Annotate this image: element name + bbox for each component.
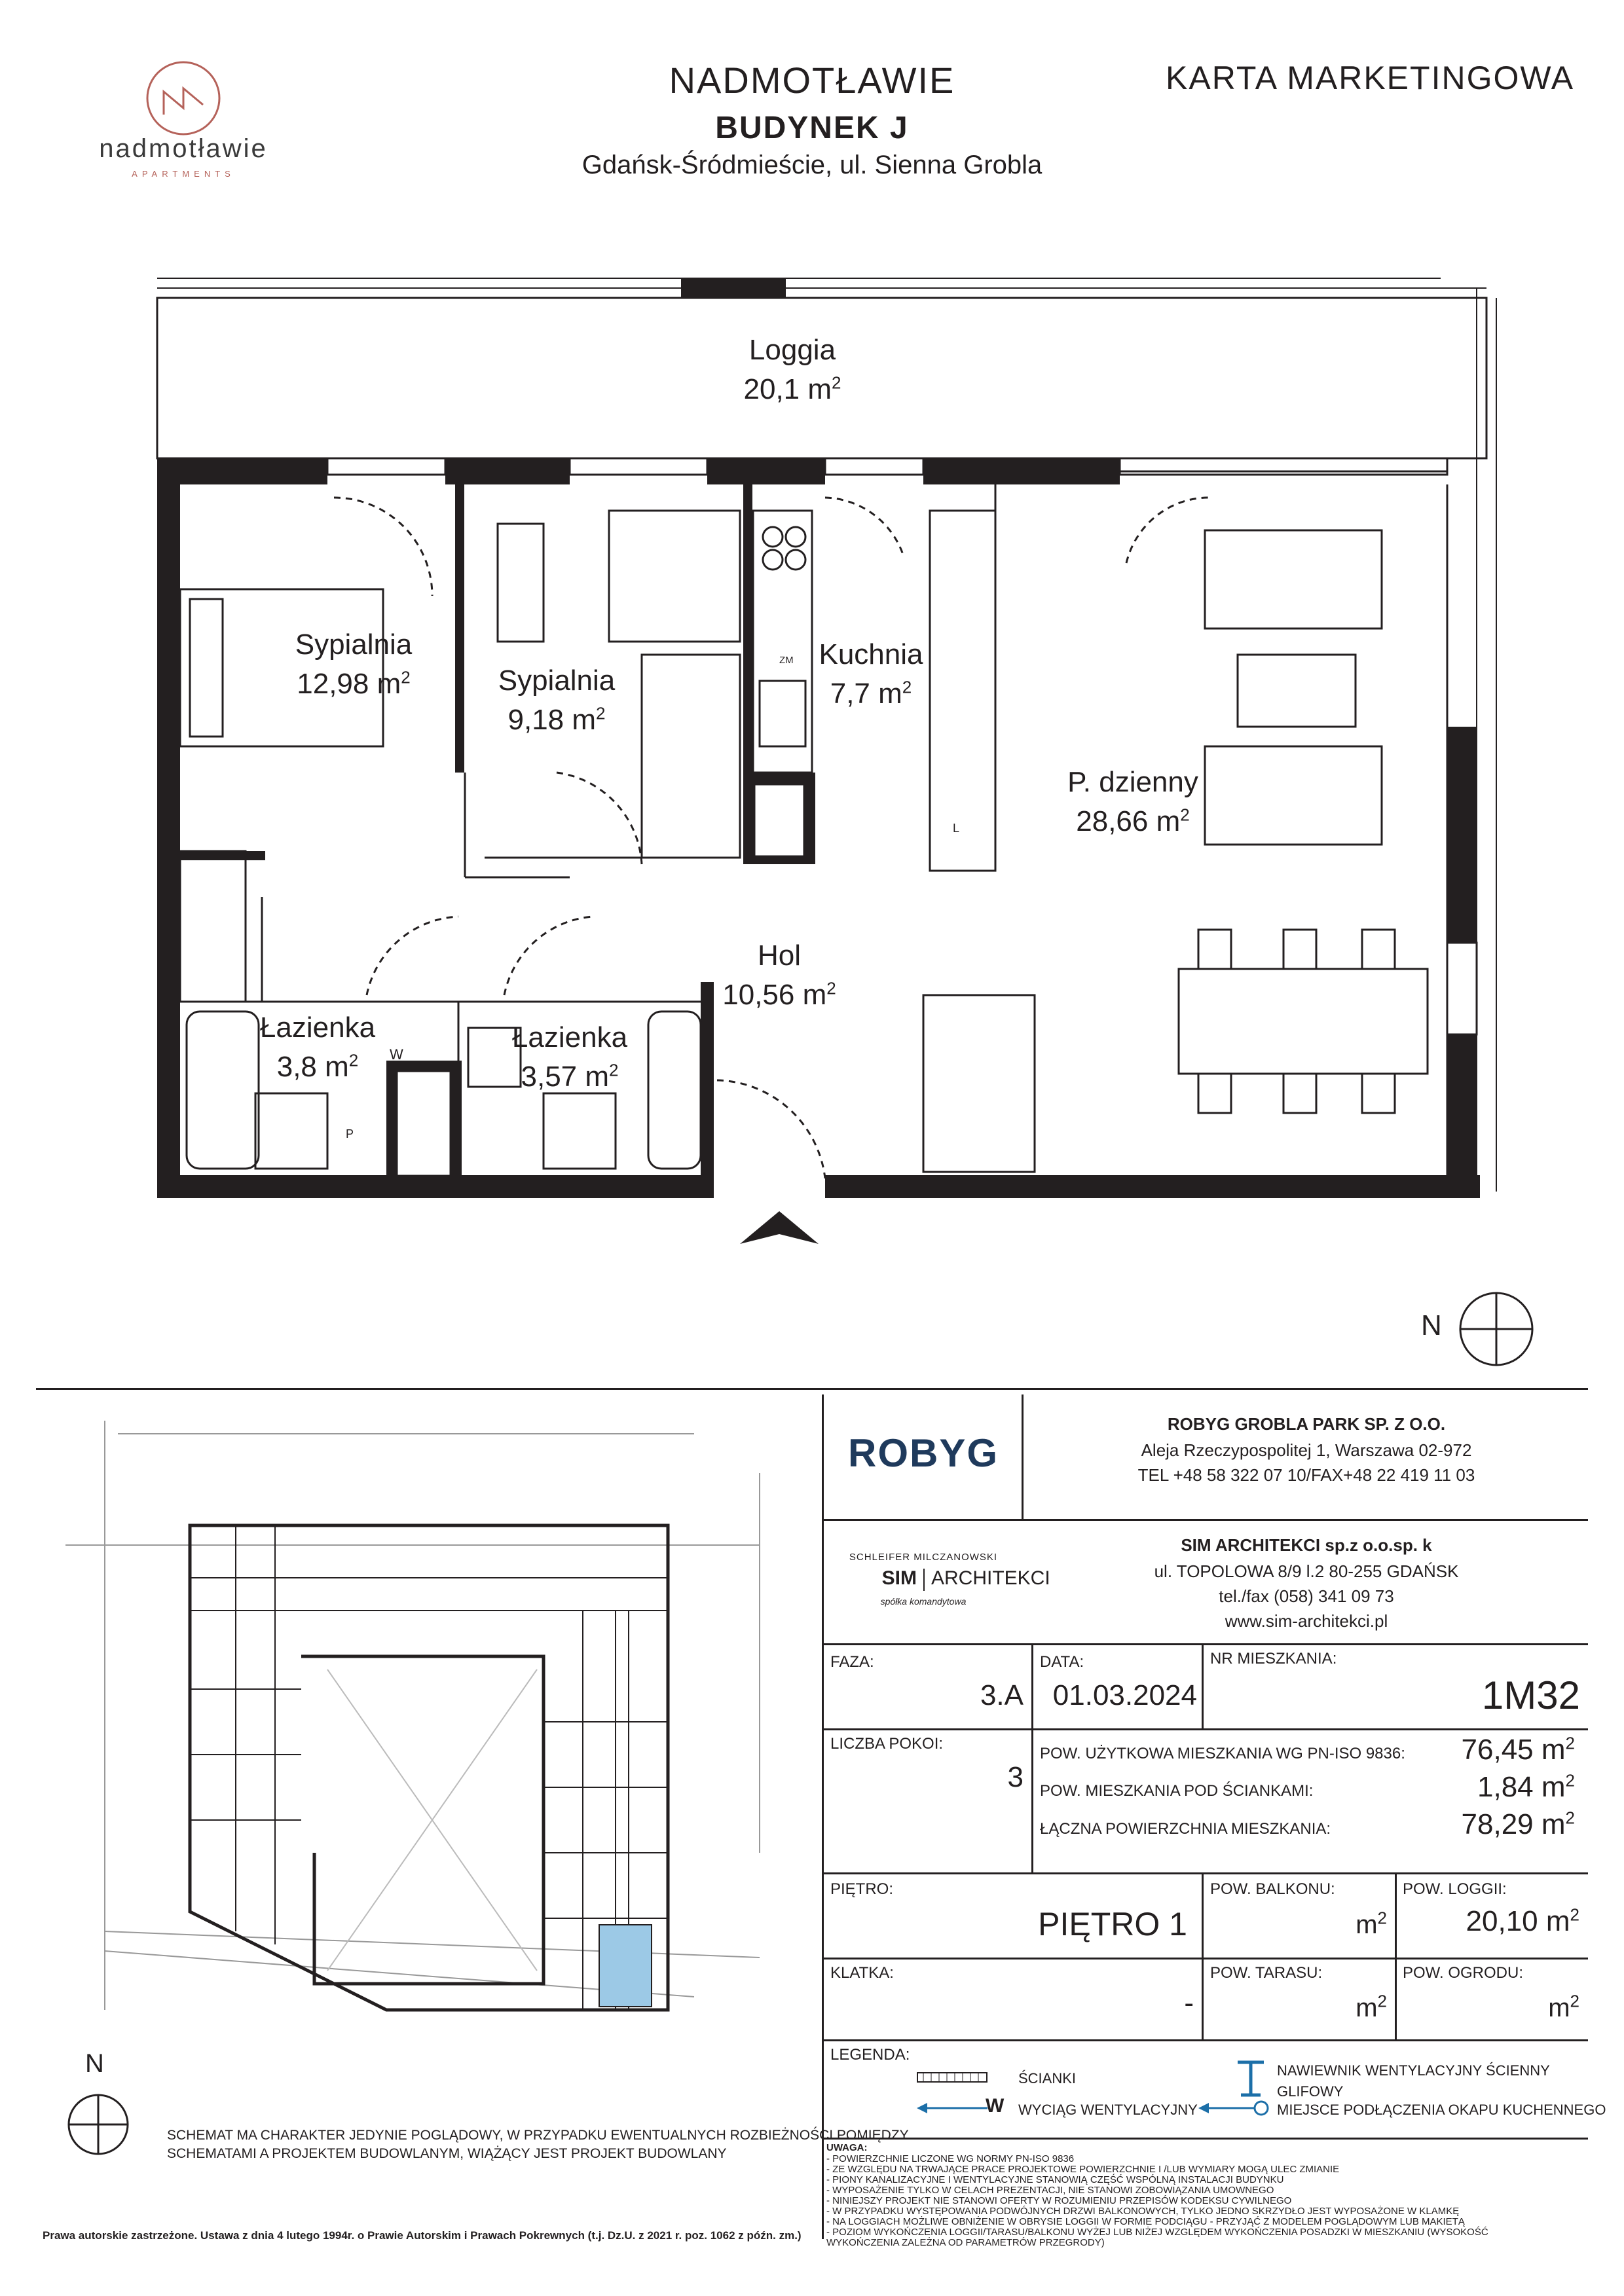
nr-value: 1M32: [1481, 1673, 1580, 1717]
pow-uzytkowa-value: 76,45 $m^2$: [1461, 1733, 1575, 1766]
architect-phone: tel./fax (058) 341 09 73: [1219, 1586, 1394, 1606]
mark-zm: ZM: [779, 655, 794, 666]
compass-top-label: N: [1421, 1309, 1442, 1341]
pietro-value: PIĘTRO 1: [1038, 1906, 1187, 1942]
loggia-label: POW. LOGGII:: [1403, 1880, 1507, 1898]
ogrod-value: $m^2$: [1548, 1991, 1579, 2022]
pow-laczna-value: 78,29 $m^2$: [1461, 1808, 1575, 1840]
ogrod-label: POW. OGRODU:: [1403, 1964, 1524, 1982]
address: Gdańsk-Śródmieście, ul. Sienna Grobla: [581, 151, 1043, 179]
legend-vent-2: GLIFOWY: [1277, 2083, 1344, 2100]
sim-logo: SCHLEIFER MILCZANOWSKI SIM ARCHITEKCI spółka komandytowa: [849, 1552, 1050, 1607]
balkon-label: POW. BALKONU:: [1210, 1880, 1335, 1898]
entrance-arrow-icon: [740, 1211, 819, 1244]
data-value: 01.03.2024: [1052, 1679, 1197, 1711]
legend-wall-icon: [917, 2070, 989, 2086]
note-item: - POZIOM WYKOŃCZENIA LOGGII/TARASU/BALKONU WYŻEJ LUB NIŻEJ WZGLĘDEM WYKOŃCZENIA POSADZKI W MIESZKANIU (WYSOKOŚĆ: [826, 2227, 1488, 2238]
building-title: BUDYNEK J: [715, 111, 909, 145]
legend-hood: MIEJSCE PODŁĄCZENIA OKAPU KUCHENNEGO: [1277, 2102, 1606, 2118]
developer-phone: TEL +48 58 322 07 10/FAX+48 22 419 11 03: [1137, 1465, 1475, 1485]
room-loggia: Loggia 20,1 $m^2$: [743, 334, 841, 405]
site-plan: [39, 1394, 812, 2036]
mark-w-bath: W: [390, 1046, 403, 1063]
loggia-value: 20,10 $m^2$: [1466, 1904, 1579, 1937]
room-bedroom1: Sypialnia 12,98 $m^2$: [295, 629, 413, 700]
logo-tagline: APARTMENTS: [132, 169, 235, 179]
pokoje-value: 3: [1007, 1761, 1024, 1793]
nr-label: NR MIESZKANIA:: [1210, 1650, 1337, 1667]
legend-hood-icon: [1198, 2098, 1270, 2118]
note-item: - POWIERZCHNIE LICZONE WG NORMY PN-ISO 9836: [826, 2153, 1075, 2164]
legend-vent: NAWIEWNIK WENTYLACYJNY ŚCIENNY: [1277, 2062, 1550, 2079]
notes: [826, 2142, 1586, 2248]
note-item: - PIONY KANALIZACYJNE I WENTYLACYJNE STANOWIĄ CZĘŚĆ WSPÓLNĄ INSTALACJI BUDYNKU: [826, 2174, 1284, 2185]
project-title: NADMOTŁAWIE: [669, 60, 955, 101]
note-item: - NA LOGGIACH MOŻLIWE OBNIŻENIE W OBRYSIE LOGGII W FORMIE PODCIĄGU - PRZYJĄĆ Z MODELEM POGLĄDOWYM LUB MAKIETĄ: [826, 2216, 1465, 2227]
architect-name: SIM ARCHITEKCI sp.z o.o.sp. k: [1181, 1535, 1432, 1555]
compass-top-icon: [1460, 1293, 1532, 1365]
pow-scianki-value: 1,84 $m^2$: [1477, 1770, 1575, 1803]
compass-bottom-label: N: [85, 2049, 104, 2078]
note-item: WYKOŃCZENIA ZALEŻNA OD PARAMETRÓW PRZEGRODY): [826, 2237, 1105, 2248]
legend-exhaust: WYCIĄG WENTYLACYJNY: [1018, 2102, 1198, 2118]
klatka-label: KLATKA:: [830, 1964, 894, 1982]
data-label: DATA:: [1040, 1653, 1084, 1671]
doc-type: KARTA MARKETINGOWA: [1166, 60, 1575, 96]
legend-vent-icon: [1234, 2059, 1267, 2098]
logo-name: nadmotławie: [99, 134, 268, 163]
taras-value: $m^2$: [1356, 1991, 1387, 2022]
faza-value: 3.A: [980, 1679, 1024, 1711]
note-item: - WYPOSAŻENIE TYLKO W CELACH PREZENTACJI, NIE STANOWI ZOBOWIĄZANIA UMOWNEGO: [826, 2185, 1274, 2196]
room-bedroom2: Sypialnia 9,18 $m^2$: [498, 665, 616, 736]
disclaimer-1: SCHEMAT MA CHARAKTER JEDYNIE POGLĄDOWY, W PRZYPADKU EWENTUALNYCH ROZBIEŻNOŚCI POMIĘDZY: [167, 2128, 909, 2143]
notes-title: UWAGA:: [826, 2142, 868, 2153]
room-living: P. dzienny 28,66 $m^2$: [1067, 766, 1198, 837]
note-item: - W PRZYPADKU WYSTĘPOWANIA PODWÓJNYCH DRZWI BALKONOWYCH, TYLKO JEDNO SKRZYDŁO JEST WYPOSAŻONE W KLAMKĘ: [826, 2206, 1460, 2217]
note-item: - ZE WZGLĘDU NA TRWAJĄCE PRACE PROJEKTOWE POWIERZCHNIE I /LUB WYMIARY MOGĄ ULEC ZMIANIE: [826, 2164, 1340, 2175]
developer-address: Aleja Rzeczypospolitej 1, Warszawa 02-972: [1141, 1440, 1472, 1460]
pow-laczna-label: ŁĄCZNA POWIERZCHNIA MIESZKANIA:: [1040, 1820, 1331, 1838]
mark-p: P: [346, 1127, 354, 1140]
robyg-logo: ROBYG: [847, 1431, 999, 1475]
mark-l: L: [953, 822, 960, 835]
room-kitchen: Kuchnia 7,7 $m^2$: [819, 638, 923, 710]
apartment-highlight: [599, 1925, 652, 2007]
room-bath2: Łazienka 3,57 $m^2$: [511, 1021, 628, 1093]
pietro-label: PIĘTRO:: [830, 1880, 894, 1898]
klatka-value: -: [1184, 1987, 1194, 2019]
note-item: - NINIEJSZY PROJEKT NIE STANOWI OFERTY W ROZUMIENIU PRZEPISÓW KODEKSU CYWILNEGO: [826, 2195, 1292, 2206]
architect-address: ul. TOPOLOWA 8/9 l.2 80-255 GDAŃSK: [1154, 1561, 1459, 1581]
room-bath1: Łazienka 3,8 $m^2$: [259, 1011, 376, 1083]
architect-web: www.sim-architekci.pl: [1225, 1611, 1388, 1631]
legend-exhaust-icon: [917, 2098, 989, 2118]
legend-w: W: [986, 2095, 1005, 2117]
faza-label: FAZA:: [830, 1653, 874, 1671]
copyright: Prawa autorskie zastrzeżone. Ustawa z dnia 4 lutego 1994r. o Prawie Autorskim i Prawach Pokrewnych (t.j. Dz.U. z 2021 r. poz. 1062 z późn. zm.): [43, 2229, 802, 2242]
room-hall: Hol 10,56 $m^2$: [722, 939, 836, 1011]
pow-uzytkowa-label: POW. UŻYTKOWA MIESZKANIA WG PN-ISO 9836:: [1040, 1745, 1405, 1762]
pokoje-label: LICZBA POKOI:: [830, 1735, 944, 1753]
legend-walls: ŚCIANKI: [1018, 2070, 1077, 2086]
disclaimer-2: SCHEMATAMI A PROJEKTEM BUDOWLANYM, WIĄŻĄCY JEST PROJEKT BUDOWLANY: [167, 2146, 727, 2161]
developer-name: ROBYG GROBLA PARK SP. Z O.O.: [1167, 1414, 1446, 1434]
taras-label: POW. TARASU:: [1210, 1964, 1323, 1982]
legend-title: LEGENDA:: [830, 2046, 910, 2064]
pow-scianki-label: POW. MIESZKANIA POD ŚCIANKAMI:: [1040, 1782, 1314, 1800]
compass-bottom-icon: [62, 2088, 141, 2167]
balkon-value: $m^2$: [1356, 1908, 1387, 1939]
